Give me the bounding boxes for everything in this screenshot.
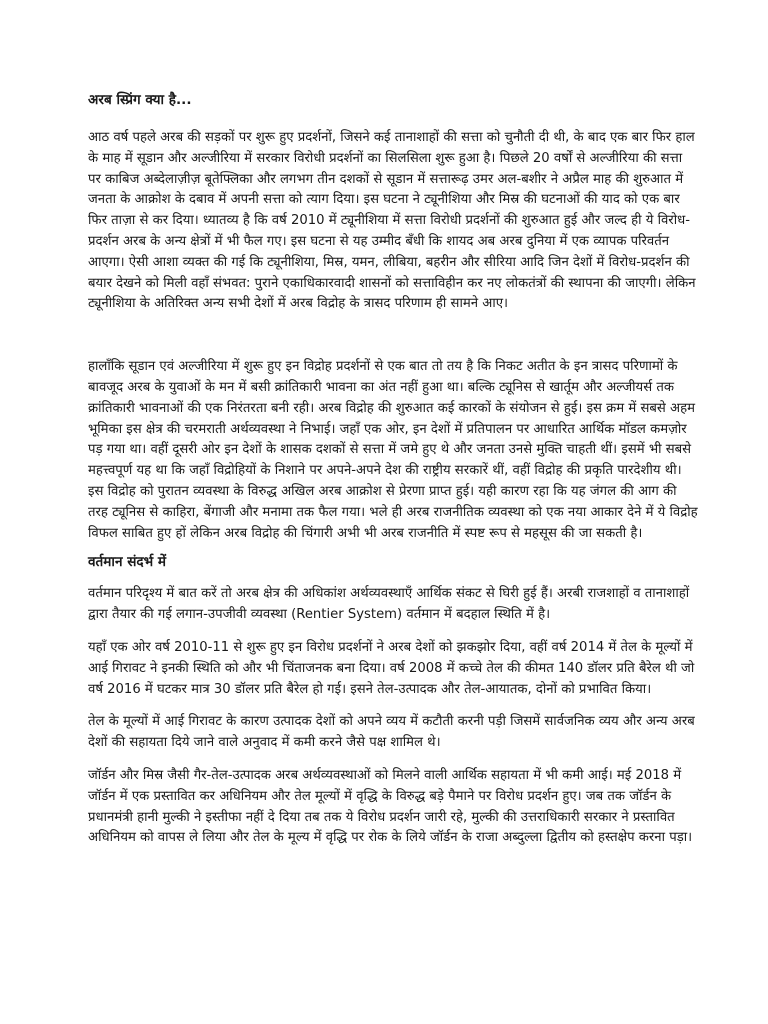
paragraph-current-scenario: वर्तमान परिदृश्य में बात करें तो अरब क्षेत्र की अधिकांश अर्थव्यवस्थाएँ आर्थिक संकट से घिरी हुई हैं। अरबी राजशाहों व तानाशाहों द्वारा तैयार की गई लगान-उपजीवी व्यवस्था (Rentier System) वर्तमान में बदहाल स्थिति में है। [88,586,690,623]
section-heading-current-context: वर्तमान संदर्भ में [88,554,167,571]
section-heading-arab-spring: अरब स्प्रिंग क्या है... [88,92,192,108]
paragraph-sudan-algeria: हालाँकि सूडान एवं अल्जीरिया में शुरू हुए इन विद्रोह प्रदर्शनों से एक बात तो तय है कि निकट अतीत के इन त्रासद परिणामों के बावजूद अरब के युवाओं के मन में बसी क्रांतिकारी भावना का अंत नहीं हुआ था। बल्कि ट्यूनिस से खार्तूम और अल्जीयर्स तक क्रांतिकारी भावनाओं की एक निरंतरता बनी रही। अरब विद्रोह की शुरुआत कई कारकों के संयोजन से हुई। इस क्रम में सबसे अहम भूमिका इस क्षेत्र की चरमराती अर्थव्यवस्था ने निभाई। जहाँ एक ओर, इन देशों में प्रतिपालन पर आधारित आर्थिक मॉडल कमज़ोर पड़ गया था। वहीं दूसरी ओर इन देशों के शासक दशकों से सत्ता में जमे हुए थे और जनता उनसे मुक्ति चाहती थीं। इसमें भी सबसे महत्त्वपूर्ण यह था कि जहाँ विद्रोहियों के निशाने पर अपने-अपने देश की राष्ट्रीय सरकारें थीं, वहीं विद्रोह की प्रकृति पारदेशीय थी। इस विद्रोह को पुरातन व्यवस्था के विरुद्ध अखिल अरब आक्रोश से प्रेरणा प्राप्त हुई। यही कारण रहा कि यह जंगल की आग की तरह ट्यूनिस से काहिरा, बेंगाजी और मनामा तक फैल गया। भले ही अरब राजनीतिक व्यवस्था को एक नया आकार देने में ये विद्रोह विफल साबित हुए हों लेकिन अरब विद्रोह की चिंगारी अभी भी अरब राजनीति में स्पष्ट रूप से महसूस की जा सकती है। [88,359,698,541]
paragraph-oil-prices: यहाँ एक ओर वर्ष 2010-11 से शुरू हुए इन विरोध प्रदर्शनों ने अरब देशों को झकझोर दिया, वहीं वर्ष 2014 में तेल के मूल्यों में आई गिरावट ने इनकी स्थिति को और भी चिंताजनक बना दिया। वर्ष 2008 में कच्चे तेल की कीमत 140 डॉलर प्रति बैरेल थी जो वर्ष 2016 में घटकर मात्र 30 डॉलर प्रति बैरेल हो गई। इसने तेल-उत्पादक और तेल-आयातक, दोनों को प्रभावित किया। [88,639,695,697]
paragraph-jordan-egypt: जॉर्डन और मिस्र जैसी गैर-तेल-उत्पादक अरब अर्थव्यवस्थाओं को मिलने वाली आर्थिक सहायता में भी कमी आई। मई 2018 में जॉर्डन में एक प्रस्तावित कर अधिनियम और तेल मूल्यों में वृद्धि के विरुद्ध बड़े पैमाने पर विरोध प्रदर्शन हुए। जब तक जॉर्डन के प्रधानमंत्री हानी मुल्की ने इस्तीफा नहीं दे दिया तब तक ये विरोध प्रदर्शन जारी रहे, मुल्की की उत्तराधिकारी सरकार ने प्रस्तावित अधिनियम को वापस ले लिया और तेल के मूल्य में वृद्धि पर रोक के लिये जॉर्डन के राजा अब्दुल्ला द्वितीय को हस्तक्षेप करना पड़ा। [88,767,693,846]
paragraph-intro: आठ वर्ष पहले अरब की सड़कों पर शुरू हुए प्रदर्शनों, जिसने कई तानाशाहों की सत्ता को चुनौती दी थी, के बाद एक बार फिर हाल के माह में सूडान और अल्जीरिया में सरकार विरोधी प्रदर्शनों का सिलसिला शुरू हुआ है। पिछले 20 वर्षों से अल्जीरिया की सत्ता पर काबिज अब्देलाज़ीज़ बूतेफ्लिका और लगभग तीन दशकों से सूडान में सत्तारूढ़ उमर अल-बशीर ने अप्रैल माह की शुरुआत में जनता के आक्रोश के दबाव में अपनी सत्ता को त्याग दिया। इस घटना ने ट्यूनीशिया और मिस्र की घटनाओं की याद को एक बार फिर ताज़ा से कर दिया। ध्यातव्य है कि वर्ष 2010 में ट्यूनीशिया में सत्ता विरोधी प्रदर्शनों की शुरुआत हुई और जल्द ही ये विरोध-प्रदर्शन अरब के अन्य क्षेत्रों में भी फैल गए। इस घटना से यह उम्मीद बँधी कि शायद अब अरब दुनिया में एक व्यापक परिवर्तन आएगा। ऐसी आशा व्यक्त की गई कि ट्यूनीशिया, मिस्र, यमन, लीबिया, बहरीन और सीरिया आदि जिन देशों में विरोध-प्रदर्शन की बयार देखने को मिली वहाँ संभवत: पुराने एकाधिकारवादी शासनों को सत्ताविहीन कर नए लोकतंत्रों की स्थापना की जाएगी। लेकिन ट्यूनीशिया के अतिरिक्त अन्य सभी देशों में अरब विद्रोह के त्रासद परिणाम ही सामने आए। [88,130,696,312]
paragraph-spending-cuts: तेल के मूल्यों में आई गिरावट के कारण उत्पादक देशों को अपने व्यय में कटौती करनी पड़ी जिसमें सार्वजनिक व्यय और अन्य अरब देशों की सहायता दिये जाने वाले अनुवाद में कमी करने जैसे पक्ष शामिल थे। [88,714,695,751]
